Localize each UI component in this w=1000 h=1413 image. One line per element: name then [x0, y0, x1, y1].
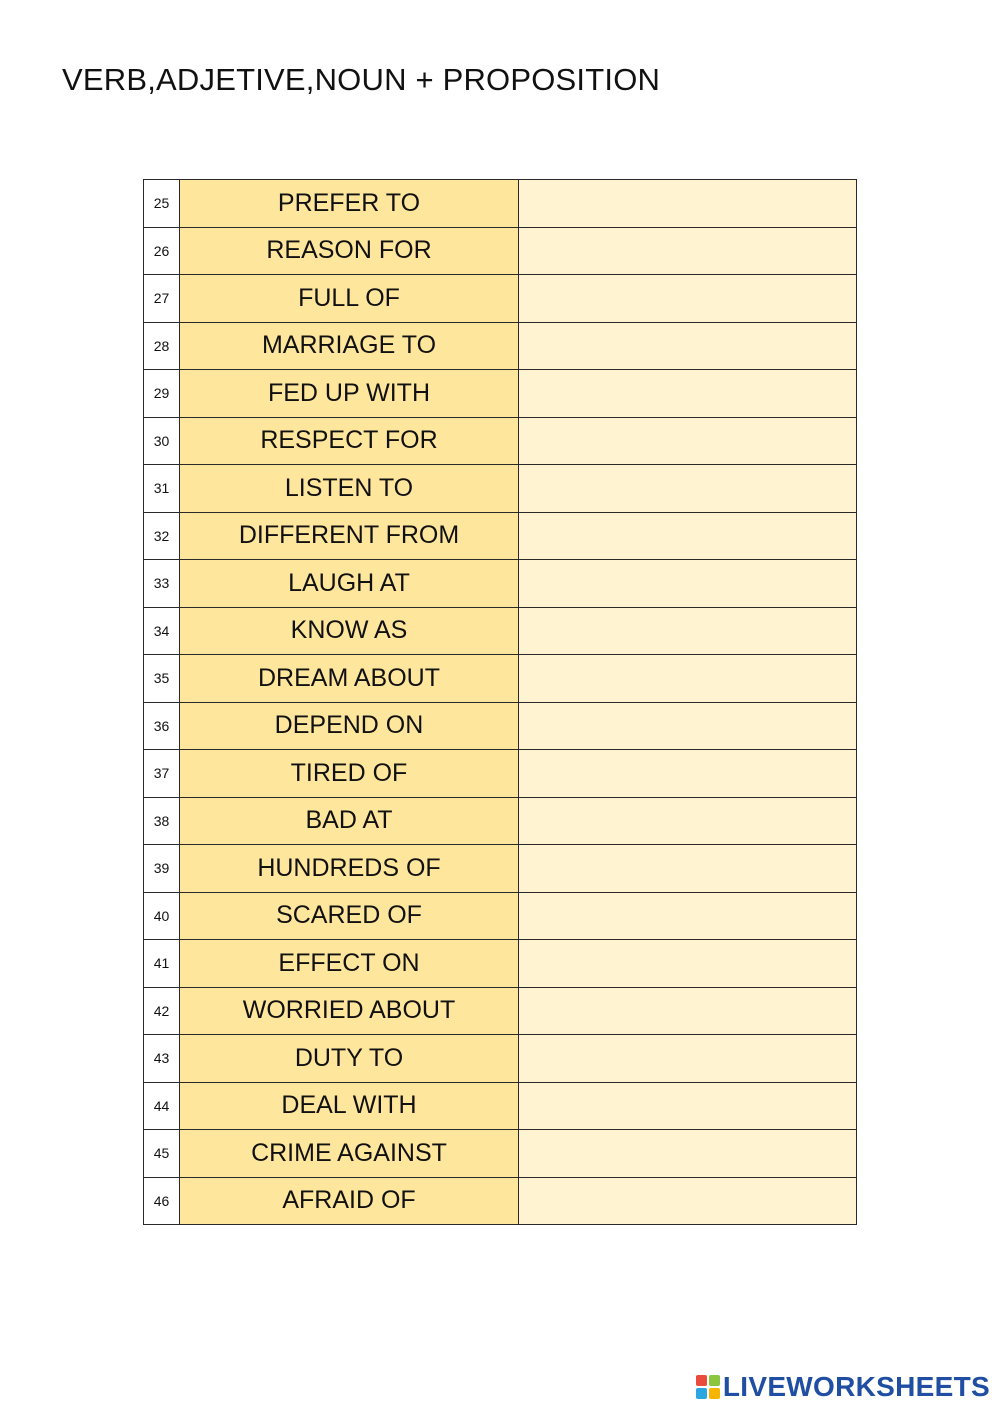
phrase-cell: DUTY TO — [180, 1035, 519, 1083]
liveworksheets-logo-icon — [696, 1375, 720, 1399]
row-number: 32 — [144, 512, 180, 560]
table-row — [144, 370, 857, 418]
table-row — [144, 560, 857, 608]
row-number: 37 — [144, 750, 180, 798]
answer-cell — [519, 465, 857, 513]
answer-input[interactable] — [519, 608, 856, 655]
answer-cell — [519, 1082, 857, 1130]
phrase-cell: MARRIAGE TO — [180, 322, 519, 370]
phrase-cell: EFFECT ON — [180, 940, 519, 988]
answer-input[interactable] — [519, 180, 856, 227]
table-row — [144, 987, 857, 1035]
row-number: 34 — [144, 607, 180, 655]
answer-cell — [519, 1035, 857, 1083]
answer-cell — [519, 845, 857, 893]
phrase-cell: KNOW AS — [180, 607, 519, 655]
row-number: 27 — [144, 275, 180, 323]
phrase-cell: RESPECT FOR — [180, 417, 519, 465]
row-number: 38 — [144, 797, 180, 845]
answer-input[interactable] — [519, 655, 856, 702]
answer-input[interactable] — [519, 1083, 856, 1130]
answer-input[interactable] — [519, 988, 856, 1035]
table-row — [144, 892, 857, 940]
phrase-cell: DEAL WITH — [180, 1082, 519, 1130]
answer-input[interactable] — [519, 1178, 856, 1225]
table-row — [144, 512, 857, 560]
answer-input[interactable] — [519, 1130, 856, 1177]
row-number: 28 — [144, 322, 180, 370]
phrase-cell: AFRAID OF — [180, 1177, 519, 1225]
answer-cell — [519, 892, 857, 940]
brand-footer — [696, 1371, 990, 1403]
answer-cell — [519, 322, 857, 370]
answer-input[interactable] — [519, 418, 856, 465]
answer-cell — [519, 655, 857, 703]
row-number: 45 — [144, 1130, 180, 1178]
answer-input[interactable] — [519, 703, 856, 750]
answer-input[interactable] — [519, 845, 856, 892]
phrase-cell: FULL OF — [180, 275, 519, 323]
answer-cell — [519, 227, 857, 275]
answer-input[interactable] — [519, 798, 856, 845]
row-number: 31 — [144, 465, 180, 513]
answer-input[interactable] — [519, 465, 856, 512]
row-number: 40 — [144, 892, 180, 940]
page-title: VERB,ADJETIVE,NOUN + PROPOSITION — [62, 62, 661, 97]
worksheet-rows — [144, 180, 857, 1225]
row-number: 43 — [144, 1035, 180, 1083]
answer-cell — [519, 1130, 857, 1178]
table-row — [144, 180, 857, 228]
answer-cell — [519, 797, 857, 845]
table-row — [144, 227, 857, 275]
worksheet-table — [143, 179, 857, 1225]
phrase-cell: DIFFERENT FROM — [180, 512, 519, 560]
logo-tile — [709, 1375, 720, 1386]
answer-input[interactable] — [519, 513, 856, 560]
logo-tile — [696, 1375, 707, 1386]
table-row — [144, 940, 857, 988]
brand-name: LIVEWORKSHEETS — [722, 1371, 990, 1402]
phrase-cell: PREFER TO — [180, 180, 519, 228]
table-row — [144, 750, 857, 798]
row-number: 30 — [144, 417, 180, 465]
row-number: 36 — [144, 702, 180, 750]
phrase-cell: LISTEN TO — [180, 465, 519, 513]
table-row — [144, 322, 857, 370]
phrase-cell: BAD AT — [180, 797, 519, 845]
answer-cell — [519, 417, 857, 465]
row-number: 46 — [144, 1177, 180, 1225]
table-row — [144, 607, 857, 655]
phrase-cell: DREAM ABOUT — [180, 655, 519, 703]
row-number: 33 — [144, 560, 180, 608]
table-row — [144, 1177, 857, 1225]
table-row — [144, 417, 857, 465]
answer-cell — [519, 560, 857, 608]
answer-cell — [519, 275, 857, 323]
answer-input[interactable] — [519, 1035, 856, 1082]
table-row — [144, 1035, 857, 1083]
logo-tile — [696, 1388, 707, 1399]
row-number: 26 — [144, 227, 180, 275]
table-row — [144, 845, 857, 893]
row-number: 29 — [144, 370, 180, 418]
phrase-cell: REASON FOR — [180, 227, 519, 275]
answer-cell — [519, 750, 857, 798]
answer-cell — [519, 607, 857, 655]
table-row — [144, 702, 857, 750]
phrase-cell: WORRIED ABOUT — [180, 987, 519, 1035]
logo-tile — [709, 1388, 720, 1399]
answer-cell — [519, 370, 857, 418]
answer-cell — [519, 702, 857, 750]
answer-cell — [519, 940, 857, 988]
phrase-cell: TIRED OF — [180, 750, 519, 798]
phrase-cell: CRIME AGAINST — [180, 1130, 519, 1178]
phrase-cell: HUNDREDS OF — [180, 845, 519, 893]
row-number: 44 — [144, 1082, 180, 1130]
row-number: 39 — [144, 845, 180, 893]
answer-input[interactable] — [519, 750, 856, 797]
answer-input[interactable] — [519, 228, 856, 275]
row-number: 42 — [144, 987, 180, 1035]
phrase-cell: DEPEND ON — [180, 702, 519, 750]
table-row — [144, 275, 857, 323]
table-row — [144, 1082, 857, 1130]
row-number: 25 — [144, 180, 180, 228]
row-number: 35 — [144, 655, 180, 703]
answer-input[interactable] — [519, 940, 856, 987]
answer-cell — [519, 1177, 857, 1225]
answer-cell — [519, 987, 857, 1035]
table-row — [144, 465, 857, 513]
phrase-cell: LAUGH AT — [180, 560, 519, 608]
answer-cell — [519, 512, 857, 560]
row-number: 41 — [144, 940, 180, 988]
table-row — [144, 655, 857, 703]
answer-cell — [519, 180, 857, 228]
phrase-cell: SCARED OF — [180, 892, 519, 940]
answer-input[interactable] — [519, 893, 856, 940]
answer-input[interactable] — [519, 370, 856, 417]
table-row — [144, 1130, 857, 1178]
answer-input[interactable] — [519, 275, 856, 322]
answer-input[interactable] — [519, 323, 856, 370]
table-row — [144, 797, 857, 845]
phrase-cell: FED UP WITH — [180, 370, 519, 418]
answer-input[interactable] — [519, 560, 856, 607]
